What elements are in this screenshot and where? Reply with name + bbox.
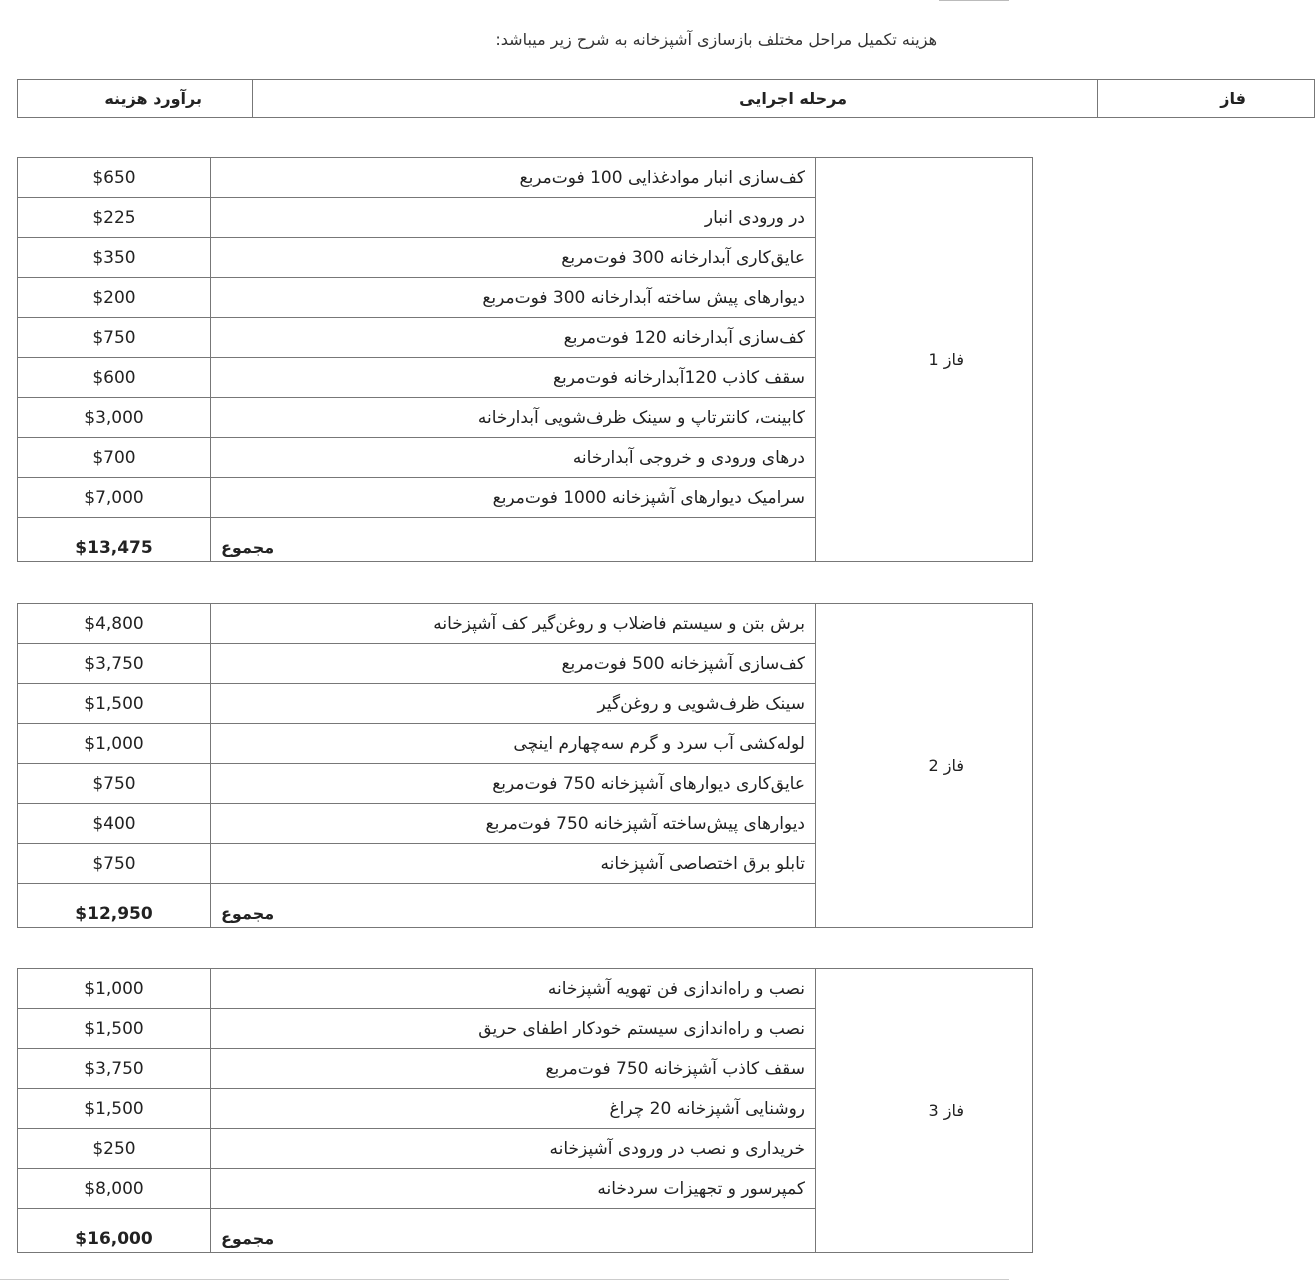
- total-label: مجموع: [211, 884, 816, 928]
- cost-cell: $225: [18, 198, 211, 238]
- cost-cell: $1,500: [18, 684, 211, 724]
- cost-cell: $8,000: [18, 1169, 211, 1209]
- header-table: [17, 79, 1315, 118]
- phase-label: فاز 1: [816, 158, 1033, 562]
- cost-cell: $700: [18, 438, 211, 478]
- cost-cell: $7,000: [18, 478, 211, 518]
- stage-cell: کابینت، کانترتاپ و سینک ظرف‌شویی آبدارخانه: [211, 398, 816, 438]
- cost-cell: $4,800: [18, 604, 211, 644]
- page-edge-top: [939, 0, 1009, 5]
- table-row: [18, 969, 1033, 1009]
- stage-cell: سقف کاذب 120آبدارخانه فوت‌مربع: [211, 358, 816, 398]
- total-label: مجموع: [211, 1209, 816, 1253]
- cost-cell: $200: [18, 278, 211, 318]
- cost-cell: $600: [18, 358, 211, 398]
- stage-cell: تابلو برق اختصاصی آشپزخانه: [211, 844, 816, 884]
- stage-cell: لوله‌کشی آب سرد و گرم سه‌چهارم اینچی: [211, 724, 816, 764]
- phase-label: فاز 2: [816, 604, 1033, 928]
- stage-cell: دیوارهای پیش ساخته آبدارخانه 300 فوت‌مربع: [211, 278, 816, 318]
- total-value: $13,475: [18, 518, 211, 562]
- total-value: $12,950: [18, 884, 211, 928]
- stage-cell: درهای ورودی و خروجی آبدارخانه: [211, 438, 816, 478]
- stage-cell: در ورودی انبار: [211, 198, 816, 238]
- cost-cell: $3,000: [18, 398, 211, 438]
- header-phase: فاز: [1098, 80, 1315, 118]
- phase-label: فاز 3: [816, 969, 1033, 1253]
- stage-cell: سقف کاذب آشپزخانه 750 فوت‌مربع: [211, 1049, 816, 1089]
- cost-cell: $750: [18, 844, 211, 884]
- cost-cell: $750: [18, 764, 211, 804]
- total-value: $16,000: [18, 1209, 211, 1253]
- stage-cell: عایق‌کاری دیوارهای آشپزخانه 750 فوت‌مربع: [211, 764, 816, 804]
- cost-cell: $250: [18, 1129, 211, 1169]
- stage-cell: دیوارهای پیش‌ساخته آشپزخانه 750 فوت‌مربع: [211, 804, 816, 844]
- cost-cell: $1,500: [18, 1089, 211, 1129]
- cost-cell: $3,750: [18, 1049, 211, 1089]
- stage-cell: برش بتن و سیستم فاضلاب و روغن‌گیر کف آشپزخانه: [211, 604, 816, 644]
- stage-cell: نصب و راه‌اندازی سیستم خودکار اطفای حریق: [211, 1009, 816, 1049]
- header-stage: مرحله اجرایی: [253, 80, 1098, 118]
- stage-cell: خریداری و نصب در ورودی آشپزخانه: [211, 1129, 816, 1169]
- stage-cell: سرامیک دیوارهای آشپزخانه 1000 فوت‌مربع: [211, 478, 816, 518]
- table-row: [18, 158, 1033, 198]
- stage-cell: کف‌سازی آشپزخانه 500 فوت‌مربع: [211, 644, 816, 684]
- stage-cell: کمپرسور و تجهیزات سردخانه: [211, 1169, 816, 1209]
- stage-cell: سینک ظرف‌شویی و روغن‌گیر: [211, 684, 816, 724]
- stage-cell: روشنایی آشپزخانه 20 چراغ: [211, 1089, 816, 1129]
- phase-1-table: [17, 157, 1033, 562]
- phase-3-table: [17, 968, 1033, 1253]
- stage-cell: نصب و راه‌اندازی فن تهویه آشپزخانه: [211, 969, 816, 1009]
- intro-text: هزینه تکمیل مراحل مختلف بازسازی آشپزخانه به شرح زیر میباشد:: [495, 30, 937, 49]
- cost-cell: $350: [18, 238, 211, 278]
- cost-cell: $1,500: [18, 1009, 211, 1049]
- header-row: [18, 80, 1315, 118]
- stage-cell: کف‌سازی آبدارخانه 120 فوت‌مربع: [211, 318, 816, 358]
- stage-cell: عایق‌کاری آبدارخانه 300 فوت‌مربع: [211, 238, 816, 278]
- total-label: مجموع: [211, 518, 816, 562]
- table-row: [18, 604, 1033, 644]
- stage-cell: کف‌سازی انبار موادغذایی 100 فوت‌مربع: [211, 158, 816, 198]
- cost-cell: $1,000: [18, 724, 211, 764]
- cost-cell: $1,000: [18, 969, 211, 1009]
- cost-cell: $650: [18, 158, 211, 198]
- cost-cell: $3,750: [18, 644, 211, 684]
- phase-2-table: [17, 603, 1033, 928]
- cost-cell: $400: [18, 804, 211, 844]
- cost-cell: $750: [18, 318, 211, 358]
- header-cost: برآورد هزینه: [18, 80, 253, 118]
